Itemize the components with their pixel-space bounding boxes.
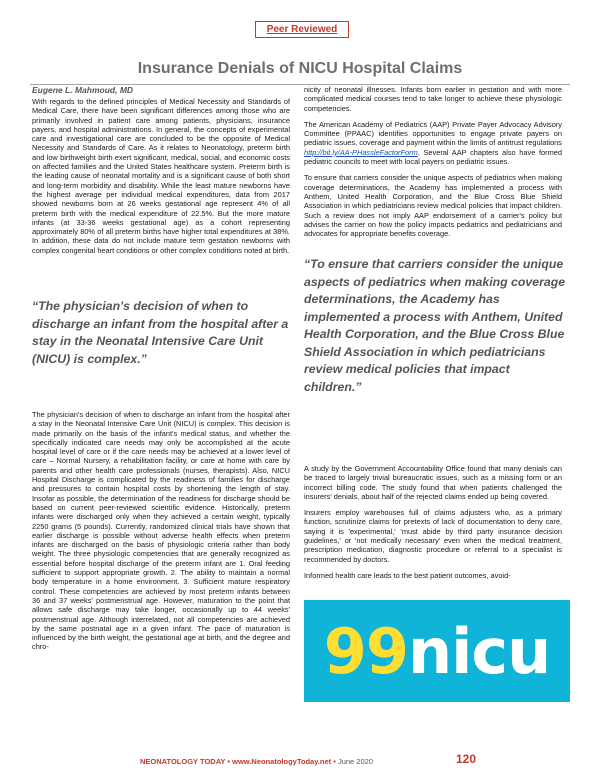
- 99nicu-ad[interactable]: [304, 600, 570, 702]
- left-column-bottom: [32, 410, 290, 659]
- left-column-top: [32, 97, 290, 262]
- right-column-bottom: [304, 464, 562, 587]
- page-footer: NEONATOLOGY TODAY • www.NeonatologyToday.net • June 2020: [140, 757, 373, 766]
- paragraph: [304, 120, 562, 166]
- page-number: 120: [456, 752, 477, 766]
- logo-word: nicu: [408, 614, 551, 688]
- logo-number: 99: [323, 614, 408, 688]
- paragraph: To ensure that carriers consider the unique aspects of pediatrics when making coverage determinations, the Academy has implemented a process with Anthem, United Health Corporation, and the Blue Cross Blue Shield Association in which pediatricians review medical policies that impact children. Such a review does not imply AAP endorsement of a carrier's policy but advises the carrier on how the policy impacts pediatrics and pediatricians and advocates for appropriate benefits coverage.: [304, 173, 562, 239]
- paragraph: Insurers employ warehouses full of claims adjusters who, as a primary function, scrutinize claims for pretexts of lack of documentation to deny care, saying it is 'experimental,' 'must abide by third party insurance decision guidelines,' or 'not medically necessary' even when the medical treatment, prescription medication, diagnostic procedure or referral to a specialist is recommended by doctors.: [304, 508, 562, 564]
- paragraph: nicity of neonatal illnesses. Infants born earlier in gestation and with more complicated medical courses tend to take longer to achieve these physiologic competencies.: [304, 85, 562, 113]
- journal-name: NEONATOLOGY TODAY: [140, 757, 226, 766]
- peer-reviewed-badge: Peer Reviewed: [255, 21, 349, 38]
- aap-text-post: . Several AAP chapters also have formed pediatric councils to meet with local payers on pediatric issues.: [304, 147, 562, 167]
- aap-hassle-factor-link[interactable]: http://bit.ly/AA-PHassleFactorForm: [304, 147, 418, 157]
- paragraph: Informed health care leads to the best patient outcomes, avoid-: [304, 570, 511, 580]
- article-title: Insurance Denials of NICU Hospital Claims: [137, 60, 463, 77]
- pull-quote-right: “To ensure that carriers consider the unique aspects of pediatrics when making coverage determinations, the Academy has implemented a process with Anthem, United Health Corporation, and the Blue Cross Blue Shield Association in which pediatricians review medical policies that impact children.”: [304, 257, 566, 394]
- paragraph: The physician's decision of when to discharge an infant from the hospital after a stay in the Neonatal Intensive Care Unit (NICU) is complex. This decision is made primarily on the basis of the infant's medical status, and whether the specifically indicated care needs may only be accomplished at the acute hospital level of care or if the care needs may be achieved at a lower level of care – Normal Nursery, a rehabilitation facility, or care at home with care by parents and other health care professionals (nurses, therapists). Also, NICU Hospital Discharge is complicated by the readiness of families for discharge and pressures to contain hospital costs by shortening the length of stay. Insofar as possible, the determination of the readiness for discharge should be based on current peer-reviewed scientific evidence. Historically, preterm infants were discharged only when they achieved a certain weight, typically 2250 grams (5 pounds). Currently, randomized clinical trials have shown that earlier discharge is possible without adverse health effects when preterm infants are discharged on the basis of physiologic criteria rather than body weight. The three physiologic competencies that are generally recognized as essential before hospital discharge of the preterm infant are 1. Oral feeding sufficient to support appropriate growth. 2. The ability to maintain a normal body temperature in a home environment. 3. Sufficient mature respiratory control. These competencies are achieved by most preterm infants between 36 and 37 weeks' postmenstrual age. However, maturation to the point that allows safe discharge may take longer, occasionally up to 44 weeks' postmenstrual age. Although interrelated, not all competencies are achieved by the same postnatal age in a given infant. The pace of maturation is influenced by the birth weight, the gestational age at birth, and the degree and chro-: [32, 410, 290, 652]
- paragraph: With regards to the defined principles of Medical Necessity and Standards of Medical Care, there have been significant differences among those who are primarily involved in patient care among patients, physicians, insurance payers, and hospital administrations. In general, the concepts of experimental care and investigational care are concluded to be the opposite of Medical Necessity and Standards of Care. As it relates to Neonatology, preterm birth and low birthweight birth exert significant, medical, social, and economic costs on affected families and the United States healthcare system. Preterm birth is the leading cause of neonatal mortality and is a significant cause of both short and long-term morbidity and disability. While the least mature newborns have the highest average per individual medical expenditures, data from 2017 showed newborns born at 26 weeks gestational age represent 4% of all preterm birth with the medical expenditure of 22.5%. But the more mature infants (at 33-36 weeks gestational age) as a cohort representing approximately 80% of all preterm births have higher total expenditures at 38%. In addition, these data do not include mature term gestation newborns with complex congenital heart conditions or other complex conditions noted at birth.: [32, 97, 290, 255]
- aap-text-pre: The American Academy of Pediatrics (AAP) Private Payer Advocacy Advisory Committee (PPAAC) identifies opportunities to engage private payers on pediatric issues, coverage and payment within the limits of antitrust regulations: [304, 119, 562, 148]
- journal-website[interactable]: www.NeonatologyToday.net: [232, 757, 332, 766]
- issue-date: June 2020: [337, 757, 373, 766]
- paragraph: A study by the Government Accountability Office found that many denials can be traced to largely trivial bureaucratic issues, such as a missing form or an incorrect billing code. The study found that when patients challenged the insurers' denials, about half of the rejected claims ended up being covered.: [304, 464, 562, 501]
- right-column-top: [304, 85, 562, 245]
- pull-quote-left: “The physician's decision of when to discharge an infant from the hospital after a stay in the Neonatal Intensive Care Unit (NICU) is complex.”: [32, 299, 289, 366]
- author-name: Eugene L. Mahmoud, MD: [32, 85, 134, 95]
- 99nicu-logo: [324, 615, 551, 688]
